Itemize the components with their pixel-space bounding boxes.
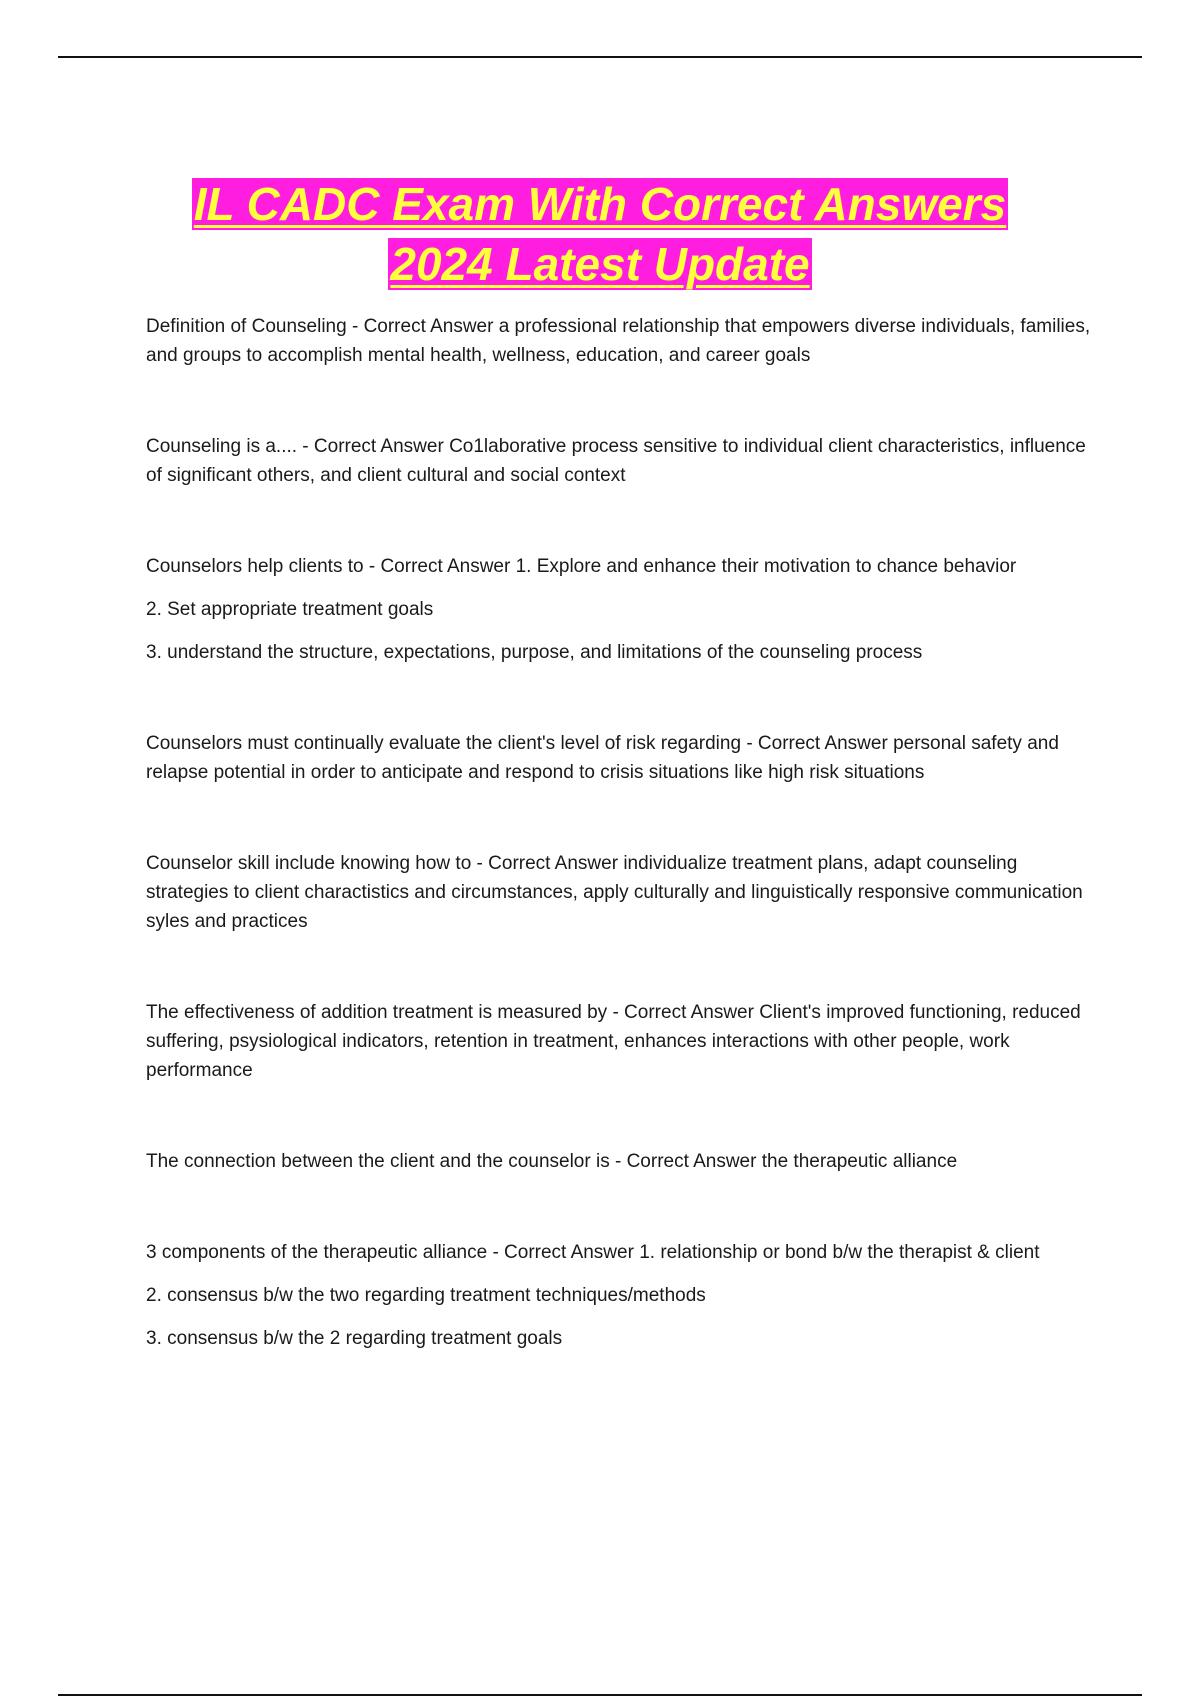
qa-text: Definition of Counseling - Correct Answer a professional relationship that empowers diverse individuals, families, and groups to accomplish mental health, wellness, education, and career goals bbox=[146, 316, 1091, 366]
top-rule bbox=[58, 56, 1142, 58]
qa-entry bbox=[146, 552, 1096, 667]
qa-text: Counselors must continually evaluate the client's level of risk regarding - Correct Answer personal safety and relapse potential in order to anticipate and respond to crisis situations like high risk situations bbox=[146, 733, 1059, 783]
qa-list-item: 2. consensus b/w the two regarding treatment techniques/methods bbox=[146, 1285, 706, 1306]
qa-entry bbox=[146, 1147, 1096, 1176]
qa-entry bbox=[146, 1238, 1096, 1353]
qa-list-item: 3. consensus b/w the 2 regarding treatment goals bbox=[146, 1328, 563, 1349]
qa-entry bbox=[146, 312, 1096, 370]
qa-text: 3 components of the therapeutic alliance - Correct Answer 1. relationship or bond b/w the therapist & client bbox=[146, 1242, 1040, 1263]
title-line-2: 2024 Latest Update bbox=[390, 238, 810, 290]
qa-list-item: 2. Set appropriate treatment goals bbox=[146, 599, 434, 620]
qa-list-item: 3. understand the structure, expectations, purpose, and limitations of the counseling process bbox=[146, 642, 923, 663]
document-title bbox=[60, 178, 1140, 298]
qa-entry bbox=[146, 432, 1096, 490]
qa-entry bbox=[146, 998, 1096, 1085]
qa-entry bbox=[146, 729, 1096, 787]
qa-text: Counseling is a.... - Correct Answer Co1laborative process sensitive to individual client characteristics, influence of significant others, and client cultural and social context bbox=[146, 436, 1086, 486]
qa-text: Counselor skill include knowing how to - Correct Answer individualize treatment plans, adapt counseling strategies to client charactistics and circumstances, apply culturally and linguistically responsive communication syles and practices bbox=[146, 853, 1083, 932]
qa-entry bbox=[146, 849, 1096, 936]
qa-list bbox=[146, 312, 1096, 1415]
title-line-1: IL CADC Exam With Correct Answers bbox=[193, 178, 1007, 230]
qa-text: The connection between the client and the counselor is - Correct Answer the therapeutic alliance bbox=[146, 1151, 958, 1172]
bottom-rule bbox=[58, 1694, 1142, 1696]
qa-text: Counselors help clients to - Correct Answer 1. Explore and enhance their motivation to chance behavior bbox=[146, 556, 1017, 577]
qa-text: The effectiveness of addition treatment is measured by - Correct Answer Client's improved functioning, reduced suffering, psysiological indicators, retention in treatment, enhances interactions with other people, work performance bbox=[146, 1002, 1081, 1081]
